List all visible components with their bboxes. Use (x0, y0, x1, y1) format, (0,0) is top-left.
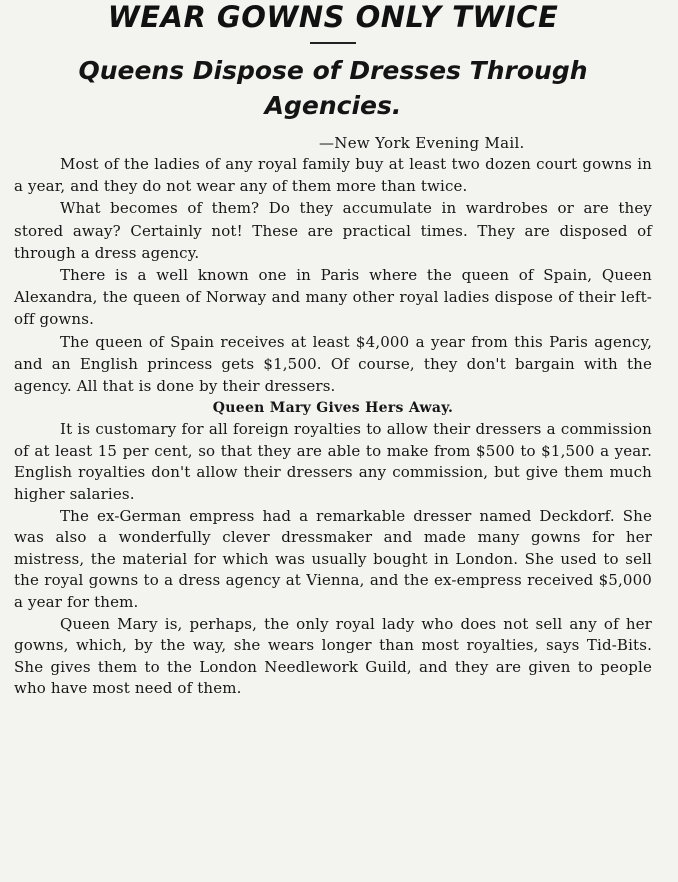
paragraph: What becomes of them? Do they accumulate in wardrobes or are they stored away? Certainly not! These are practical times. They are disposed of through a dress agency. (14, 199, 652, 262)
paragraph: The ex-German empress had a remarkable dresser named Deckdorf. She was also a wonderfully clever dressmaker and made many gowns for her mistress, the material for which was usually bought in London. She used to sell the royal gowns to a dress agency at Vienna, and the ex-empress received $5,000 a year for them. (14, 506, 652, 611)
paragraph: Queen Mary is, perhaps, the only royal lady who does not sell any of her gowns, which, by the way, she wears longer than most royalties, says Tid-Bits. She gives them to the London Needlework Guild, and they are given to people who have most need of them. (14, 614, 652, 698)
paragraph: Most of the ladies of any royal family buy at least two dozen court gowns in a year, and they do not wear any of them more than twice. (14, 155, 652, 196)
paragraph: There is a well known one in Paris where the queen of Spain, Queen Alexandra, the queen of Norway and many other royal ladies dispose of their left-off gowns. (14, 266, 652, 329)
headline: WEAR GOWNS ONLY TWICE (107, 0, 559, 34)
paragraph: The queen of Spain receives at least $4,000 a year from this Paris agency, and an English princess gets $1,500. Of course, they don't bargain with the agency. All that is done by their dressers. (14, 332, 652, 396)
headline-divider (310, 42, 356, 44)
paragraph: It is customary for all foreign royalties to allow their dressers a commission of at least 15 per cent, so that they are able to make from $500 to $1,500 a year. English royalties don't allow their dressers any commission, but give them much higher salaries. (14, 420, 652, 504)
crosshead: Queen Mary Gives Hers Away. (212, 400, 454, 417)
subheadline: Queens Dispose of Dresses Through Agencies. (78, 56, 588, 120)
source-credit: —New York Evening Mail. (319, 134, 525, 152)
